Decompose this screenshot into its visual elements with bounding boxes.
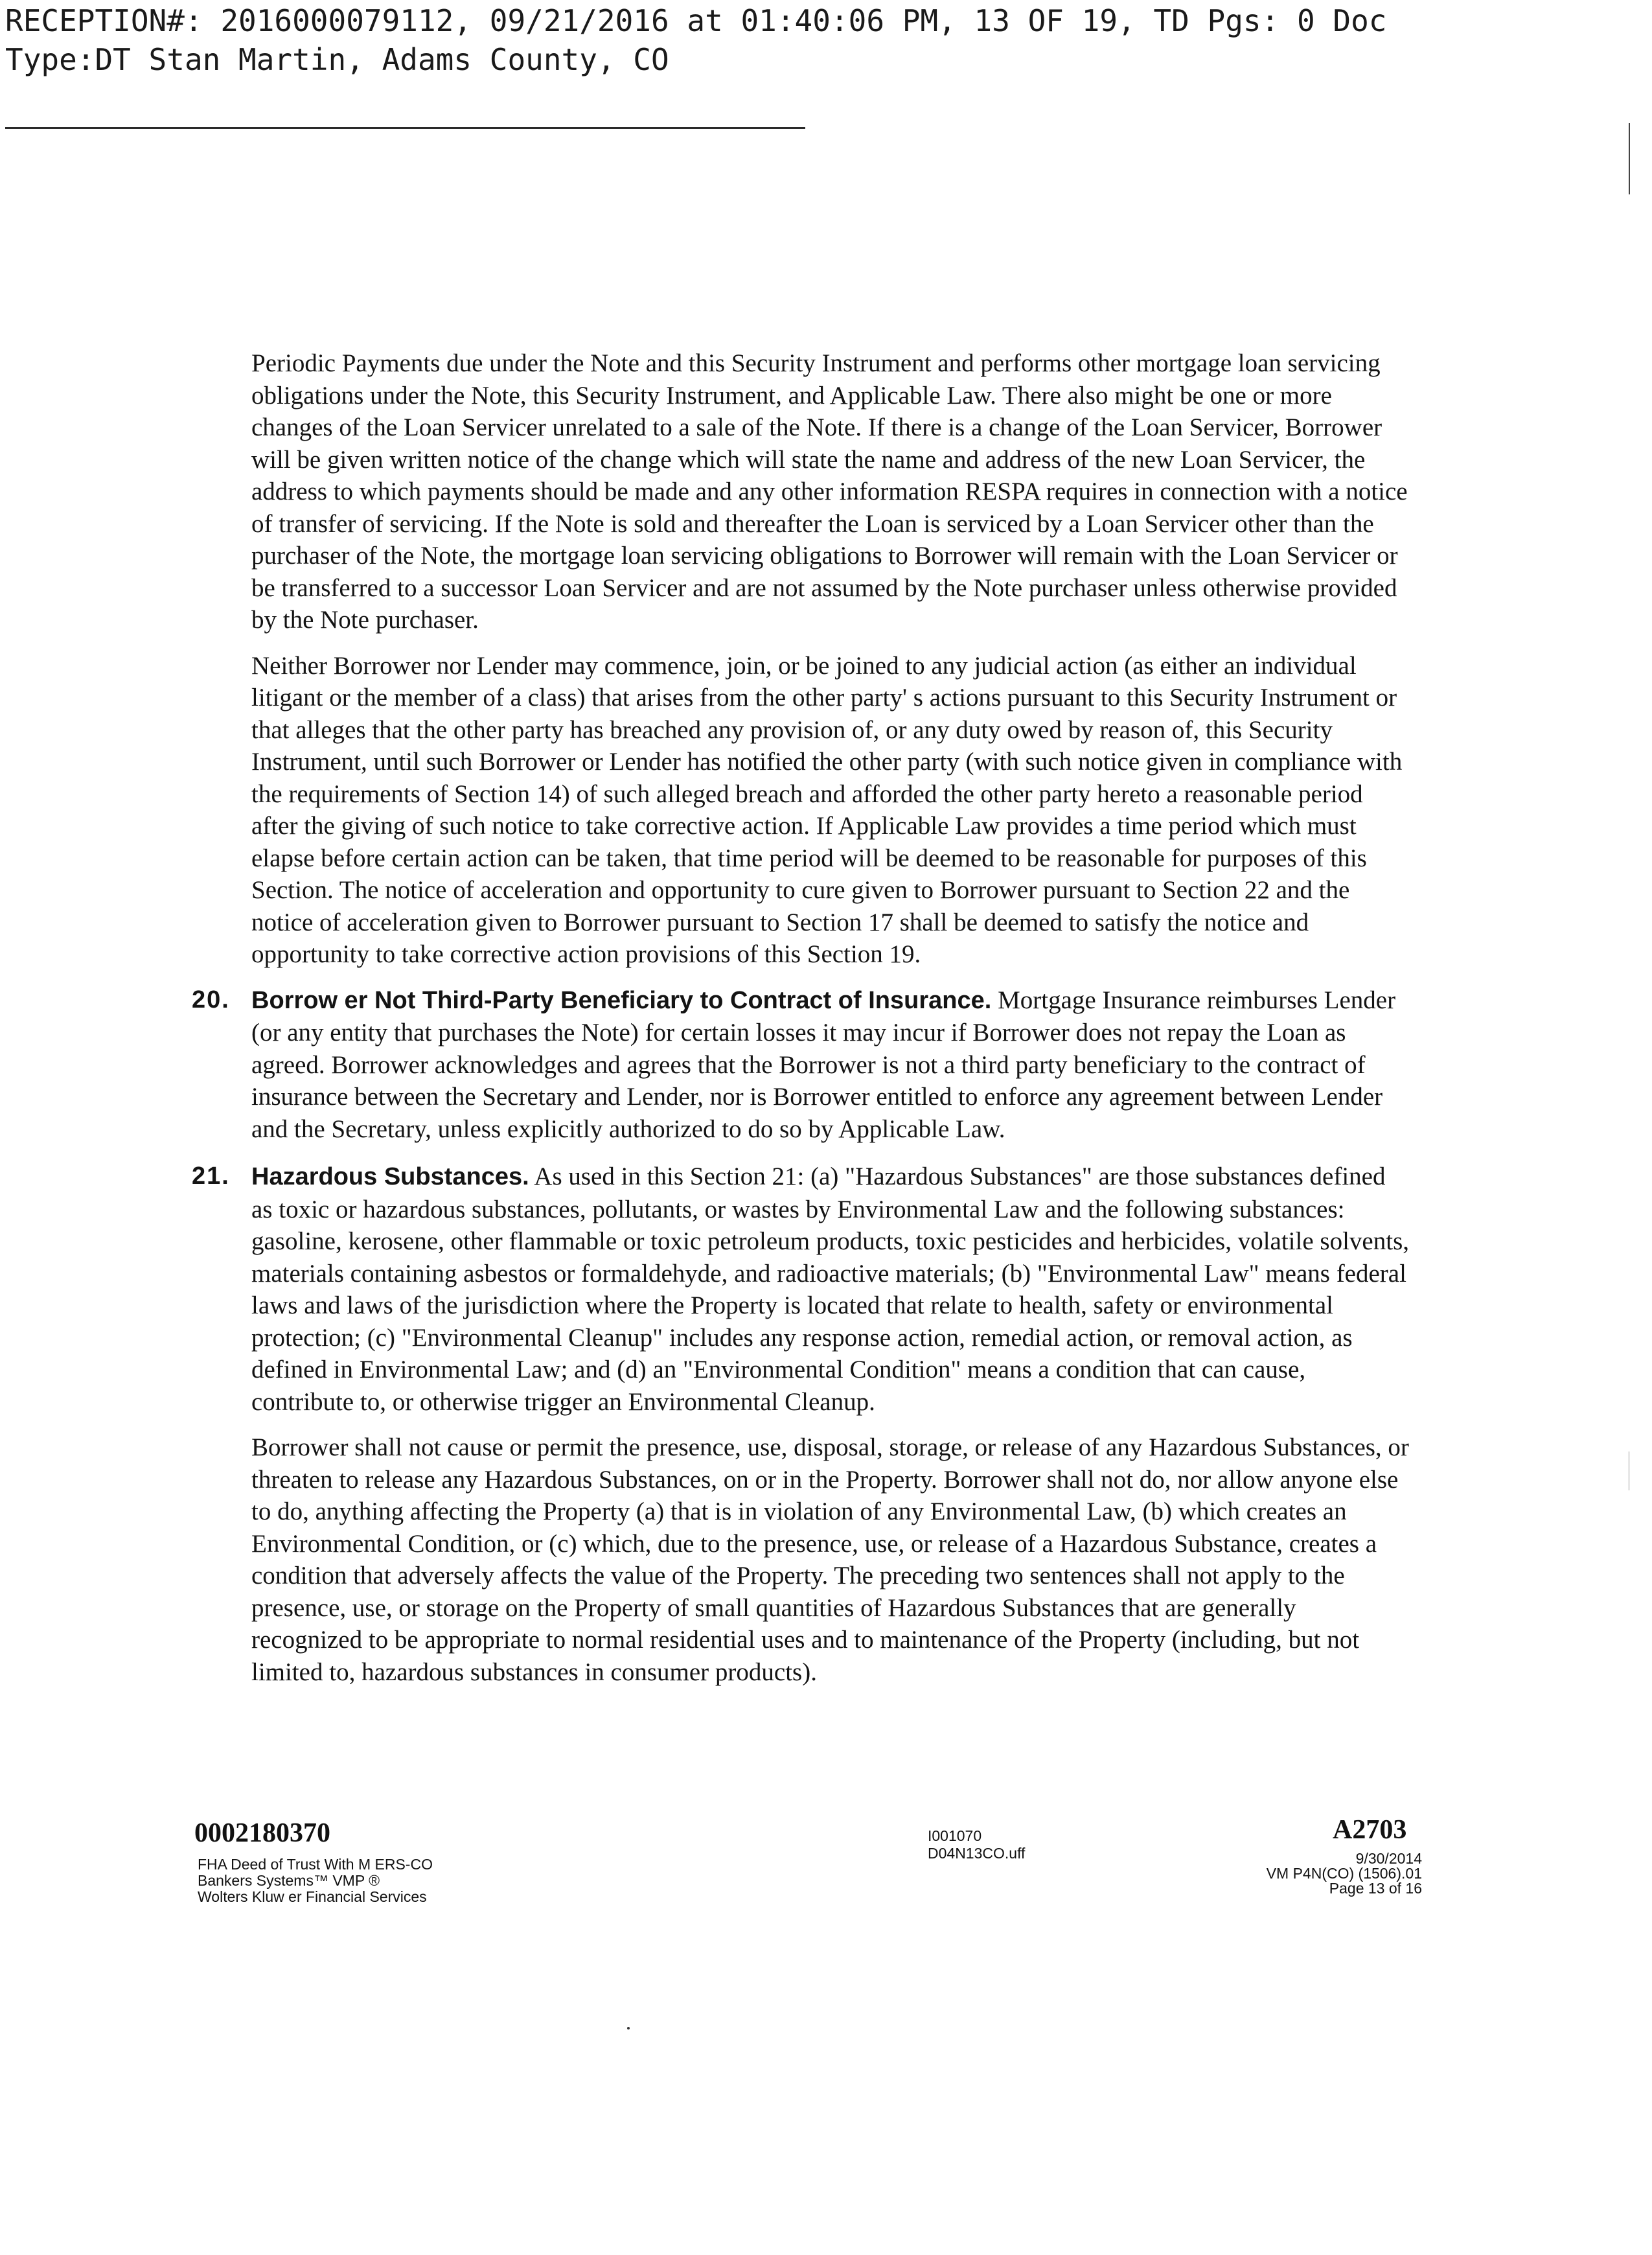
loan-number: 0002180370 [194, 1818, 330, 1848]
recording-header-line-2: Type:DT Stan Martin, Adams County, CO [5, 42, 669, 77]
document-codes [928, 1827, 1025, 1862]
section-text: Mortgage Insurance reimburses Lender (or any entity that purchases the Note) for certain losses it may incur if Borrower does not repay the Loan as agreed. Borrower acknowledges and agrees that the Borrower is not a third party beneficiary to the contract of insurance between the Secretary and Lender, nor is Borrower entitled to enforce any agreement between Lender and the Secretary, unless explicitly authorized to do so by Applicable Law. [251, 986, 1396, 1143]
section-heading: Hazardous Substances. [251, 1163, 529, 1190]
page-number: Page 13 of 16 [1329, 1880, 1422, 1897]
section-number: 21. [192, 1162, 230, 1190]
section-text: As used in this Section 21: (a) "Hazardous Substances" are those substances defined as toxic or hazardous substances, pollutants, or wastes by Environmental Law and the following substances: gasoline, kerosene, other flammable or toxic petroleum products, toxic pesticides and herbicides, volatile solvents, materials containing asbestos or formaldehyde, and radioactive materials; (b) "Environmental Law" means federal laws and laws of the jurisdiction where the Property is located that relate to health, safety or environmental protection; (c) "Environmental Cleanup" includes any response action, remedial action, or removal action, as defined in Environmental Law; and (d) an "Environmental Condition" means a condition that can cause, contribute to, or otherwise trigger an Environmental Cleanup. [251, 1162, 1409, 1416]
section-heading: Borrow er Not Third-Party Beneficiary to Contract of Insurance. [251, 986, 992, 1014]
section-21 [192, 1161, 1411, 1688]
paragraph-judicial-action: Neither Borrower nor Lender may commence, join, or be joined to any judicial action (as either an individual litigant or the member of a class) that arises from the other party' s actions pursuant to this Security Instrument or that alleges that the other party has breached any provision of, or any duty owed by reason of, this Security Instrument, until such Borrower or Lender has notified the other party (with such notice given in compliance with the requirements of Section 14) of such alleged breach and afforded the other party hereto a reasonable period after the giving of such notice to take corrective action. If Applicable Law provides a time period which must elapse before certain action can be taken, that time period will be deemed to be reasonable for purposes of this Section. The notice of acceleration and opportunity to cure given to Borrower pursuant to Section 22 and the notice of acceleration given to Borrower pursuant to Section 17 shall be deemed to satisfy the notice and opportunity to take corrective action provisions of this Section 19. [251, 651, 1403, 968]
form-date: 9/30/2014 [1355, 1850, 1422, 1867]
recording-header [5, 1, 1386, 79]
recording-header-line-1: RECEPTION#: 2016000079112, 09/21/2016 at 01:40:06 PM, 13 OF 19, TD Pgs: 0 Doc [5, 3, 1387, 38]
document-file-code: D04N13CO.uff [928, 1845, 1026, 1862]
scan-artifact-dot [627, 2027, 630, 2030]
header-divider [5, 127, 805, 129]
paragraph-loan-servicer: Periodic Payments due under the Note and this Security Instrument and performs other mortgage loan servicing obligations under the Note, this Security Instrument, and Applicable Law. There also might be one or more changes of the Loan Servicer unrelated to a sale of the Note. If there is a change of the Loan Servicer, Borrower will be given written notice of the change which will state the name and address of the new Loan Servicer, the address to which payments should be made and any other information RESPA requires in connection with a notice of transfer of servicing. If the Note is sold and thereafter the Loan is serviced by a Loan Servicer other than the purchaser of the Note, the mortgage loan servicing obligations to Borrower will remain with the Loan Servicer or be transferred to a successor Loan Servicer and are not assumed by the Note purchaser unless otherwise provided by the Note purchaser. [251, 349, 1408, 634]
section-20 [192, 984, 1411, 1146]
paragraph-hazardous-prohibition: Borrower shall not cause or permit the presence, use, disposal, storage, or release of any Hazardous Substances, or threaten to release any Hazardous Substances, on or in the Property. Borrower shall not do, nor allow anyone else to do, anything affecting the Property (a) that is in violation of any Environmental Law, (b) which creates an Environmental Condition, or (c) which, due to the presence, use, or release of a Hazardous Substance, creates a condition that adversely affects the value of the Property. The preceding two sentences shall not apply to the presence, use, or storage on the Property of small quantities of Hazardous Substances that are generally recognized to be appropriate to normal residential uses and to maintenance of the Property (including, but not limited to, hazardous substances in consumer products). [251, 1433, 1409, 1686]
form-publisher-company: Wolters Kluw er Financial Services [198, 1888, 427, 1905]
form-publisher: Bankers Systems™ VMP ® [198, 1872, 380, 1889]
document-id-code: I001070 [928, 1827, 982, 1844]
section-number: 20. [192, 986, 230, 1013]
form-code: VM P4N(CO) (1506).01 [1266, 1865, 1422, 1882]
form-info [198, 1856, 433, 1905]
form-meta [1267, 1851, 1422, 1896]
form-title: FHA Deed of Trust With M ERS-CO [198, 1856, 433, 1873]
document-code: A2703 [1333, 1815, 1407, 1845]
document-body [192, 347, 1411, 1704]
scan-artifact-line [1629, 123, 1630, 194]
